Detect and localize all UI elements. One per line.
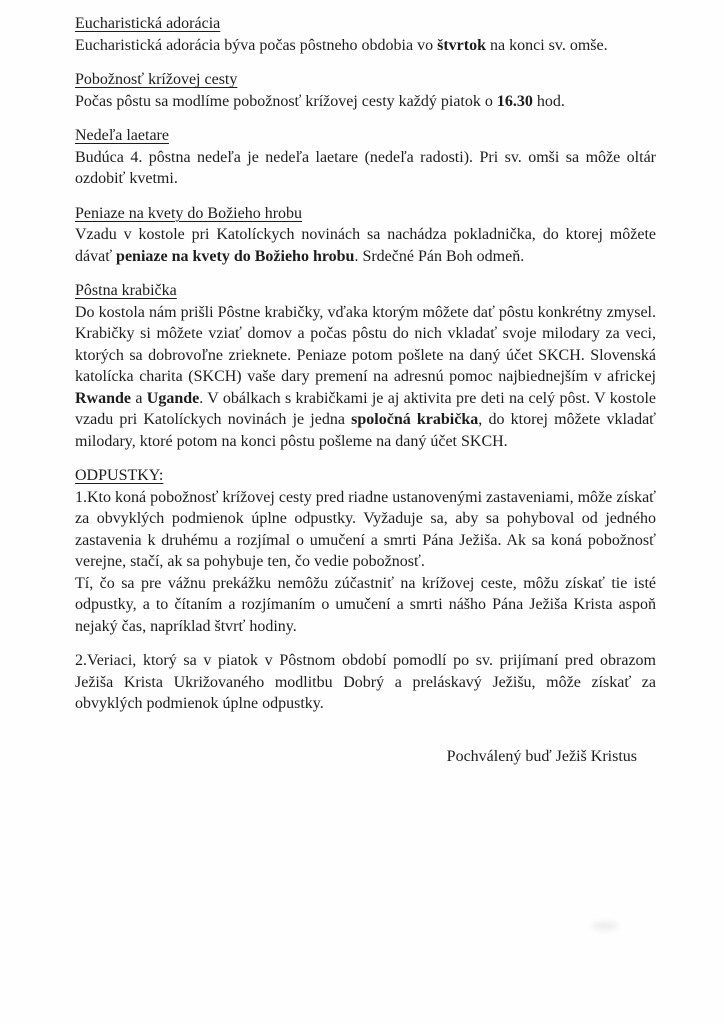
section-heading: Pobožnosť krížovej cesty [75,71,238,88]
section-peniaze-na-kvety [75,203,656,268]
section-eucharisticka-adoracia [75,13,656,56]
section-paragraph: 2.Veriaci, ktorý sa v piatok v Pôstnom období pomodlí po sv. prijímaní pred obrazom Ježiša Krista Ukrižovaného modlitbu Dobrý a preláskavý Ježišu, môže získať za obvyklých podmienok úplne odpustky. [75,652,656,712]
section-postna-krabicka [75,280,656,452]
section-heading: Eucharistická adorácia [75,15,221,32]
section-paragraph: Do kostola nám prišli Pôstne krabičky, vďaka ktorým môžete dať pôstu konkrétny zmysel. Krabičky si môžete vziať domov a počas pôstu do nich vkladať svoje milodary za veci, ktorých sa dobrovoľne zrieknete. Peniaze potom pošlete na daný účet SKCH. Slovenská katolícka charita (SKCH) vaše dary premení na adresnú pomoc najbiednejším v africkej Rwande a Ugande. V obálkach s krabičkami je aj aktivita pre deti na celý pôst. V kostole vzadu pri Katolíckych novinách je jedna spoločná krabička, do ktorej môžete vkladať milodary, ktoré potom na konci pôstu pošleme na daný účet SKCH. [75,303,656,450]
section-paragraph: Počas pôstu sa modlíme pobožnosť krížovej cesty každý piatok o 16.30 hod. [75,92,565,110]
section-heading: Nedeľa laetare [75,127,169,144]
section-heading: Pôstna krabička [75,282,177,299]
section-heading: ODPUSTKY: [75,467,164,484]
section-paragraph: 1.Kto koná pobožnosť krížovej cesty pred riadne ustanovenými zastaveniami, môže získať za obvyklých podmienok úplne odpustky. Vyžaduje sa, aby sa pohyboval od jedného zastavenia k druhému a rozjímal o umučení a smrti Pána Ježiša. Ak sa koná pobožnosť verejne, stačí, ak sa pohybuje ten, čo vedie pobožnosť. [75,488,656,570]
section-odpustky [75,465,656,715]
section-poboznost-krizovej-cesty [75,69,656,112]
section-paragraph: Tí, čo sa pre vážnu prekážku nemôžu zúčastniť na krížovej ceste, môžu získať tie isté odpustky, a to čítaním a rozjímaním o umučení a smrti nášho Pána Ježiša Krista aspoň nejaký čas, napríklad štvrť hodiny. [75,574,656,635]
closing-salutation: Pochválený buď Ježiš Kristus [446,747,637,765]
scan-smudge-artifact [592,922,618,930]
section-nedela-laetare [75,125,656,190]
section-paragraph: Eucharistická adorácia býva počas pôstneho obdobia vo štvrtok na konci sv. omše. [75,36,608,54]
section-paragraph: Budúca 4. pôstna nedeľa je nedeľa laetare (nedeľa radosti). Pri sv. omši sa môže oltár ozdobiť kvetmi. [75,148,656,187]
section-heading: Peniaze na kvety do Božieho hrobu [75,204,303,222]
section-paragraph: Vzadu v kostole pri Katolíckych novinách sa nachádza pokladnička, do ktorej môžete dávať peniaze na kvety do Božieho hrobu. Srdečné Pán Boh odmeň. [75,226,656,265]
